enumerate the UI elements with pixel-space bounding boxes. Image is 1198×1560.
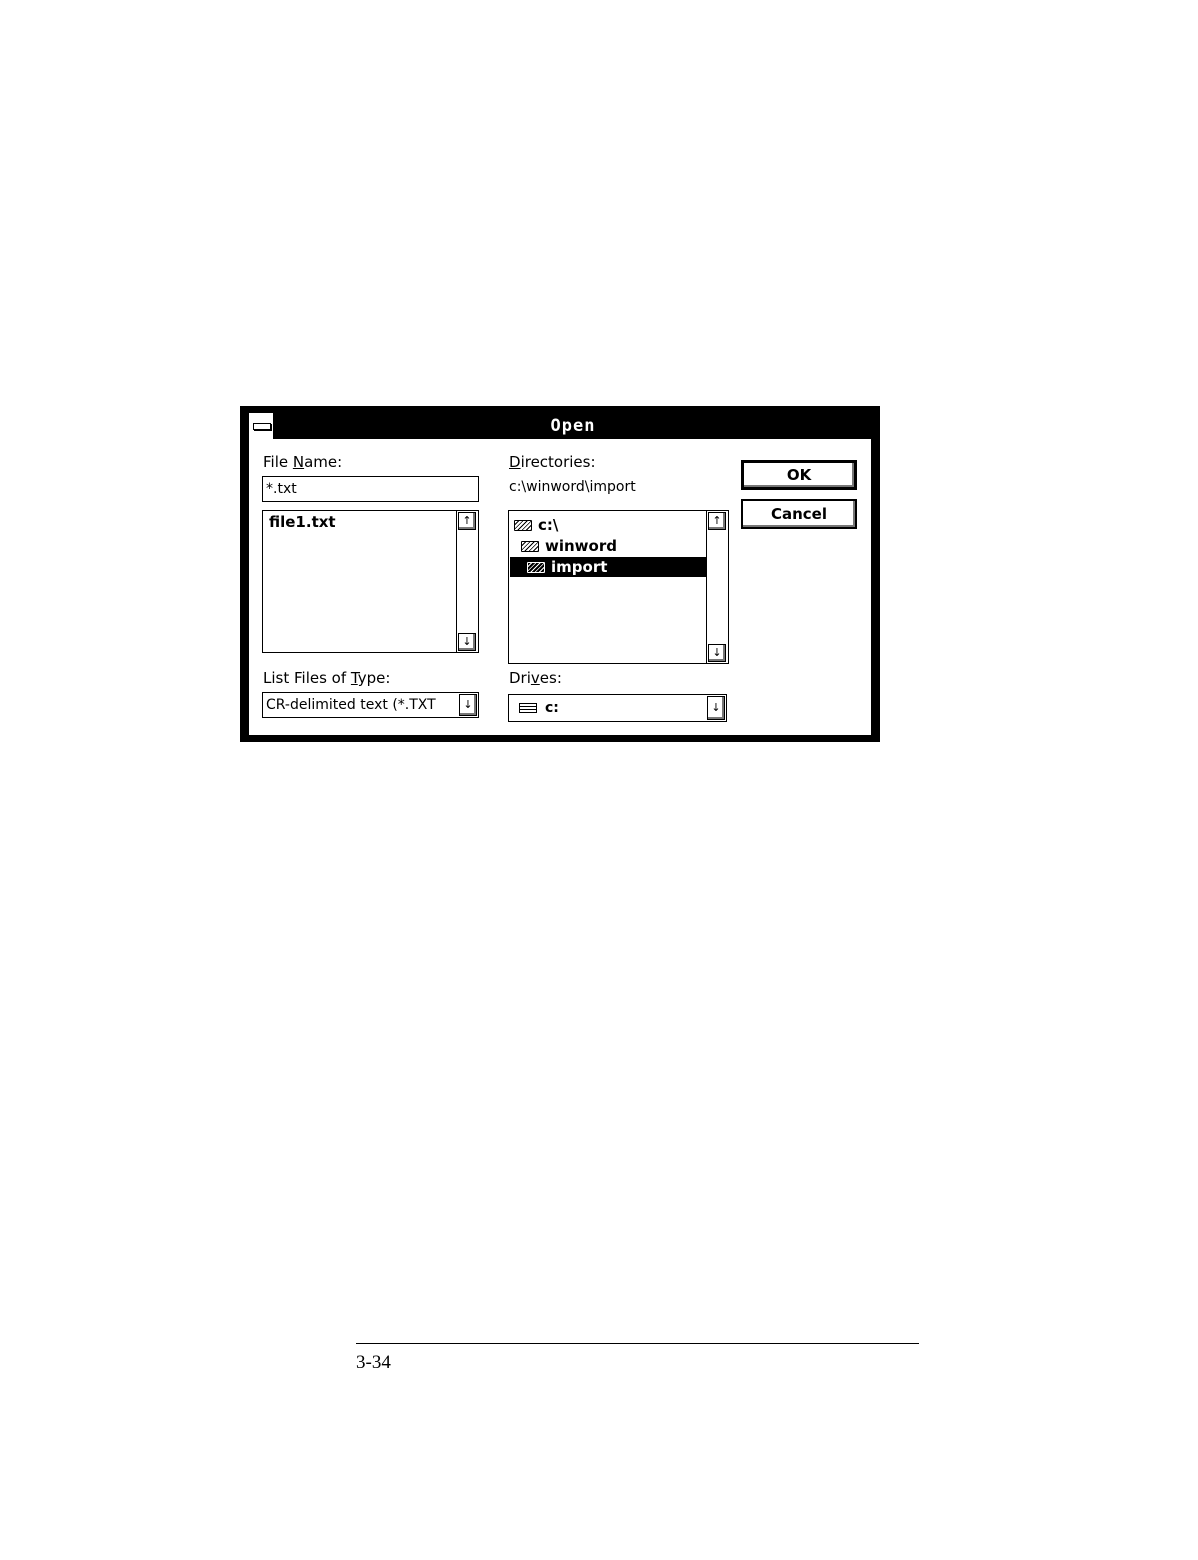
chevron-down-icon[interactable]: ↓ (707, 696, 725, 720)
list-type-select[interactable] (262, 692, 479, 718)
directory-item-root[interactable]: c:\ (514, 515, 558, 535)
directory-item-import[interactable]: import (510, 557, 706, 577)
chevron-down-icon[interactable]: ↓ (459, 694, 477, 716)
footer-rule (356, 1343, 919, 1344)
file-list-scrollbar[interactable] (456, 511, 478, 652)
directory-list-scrollbar[interactable] (706, 511, 728, 663)
open-dialog (240, 406, 880, 742)
directory-item-winword[interactable]: winword (521, 536, 617, 556)
list-item[interactable]: file1.txt (269, 513, 336, 531)
drive-value: c: (545, 700, 559, 716)
list-type-label: List Files of Type: (263, 669, 391, 687)
drives-select[interactable] (508, 694, 727, 722)
list-type-value: CR-delimited text (*.TXT (266, 697, 436, 713)
file-list[interactable] (262, 510, 479, 653)
cancel-button[interactable]: Cancel (741, 499, 857, 529)
system-menu-icon[interactable] (249, 413, 275, 439)
hard-drive-icon (519, 703, 537, 713)
dialog-body (248, 412, 872, 736)
scroll-down-icon[interactable]: ↓ (458, 633, 476, 651)
ok-button[interactable]: OK (741, 460, 857, 490)
current-directory-path: c:\winword\import (509, 479, 636, 495)
open-folder-icon (521, 541, 539, 552)
scroll-down-icon[interactable]: ↓ (708, 644, 726, 662)
page-number: 3-34 (356, 1352, 391, 1373)
scroll-up-icon[interactable]: ↑ (458, 512, 476, 530)
title-bar[interactable] (249, 413, 871, 439)
drives-label: Drives: (509, 669, 562, 687)
directories-label: Directories: (509, 453, 596, 471)
directory-list[interactable] (508, 510, 729, 664)
file-name-input[interactable]: *.txt (262, 476, 479, 502)
open-folder-icon (527, 562, 545, 573)
dialog-title: Open (550, 416, 596, 436)
scroll-up-icon[interactable]: ↑ (708, 512, 726, 530)
open-folder-icon (514, 520, 532, 531)
file-name-label: File Name: (263, 453, 343, 471)
